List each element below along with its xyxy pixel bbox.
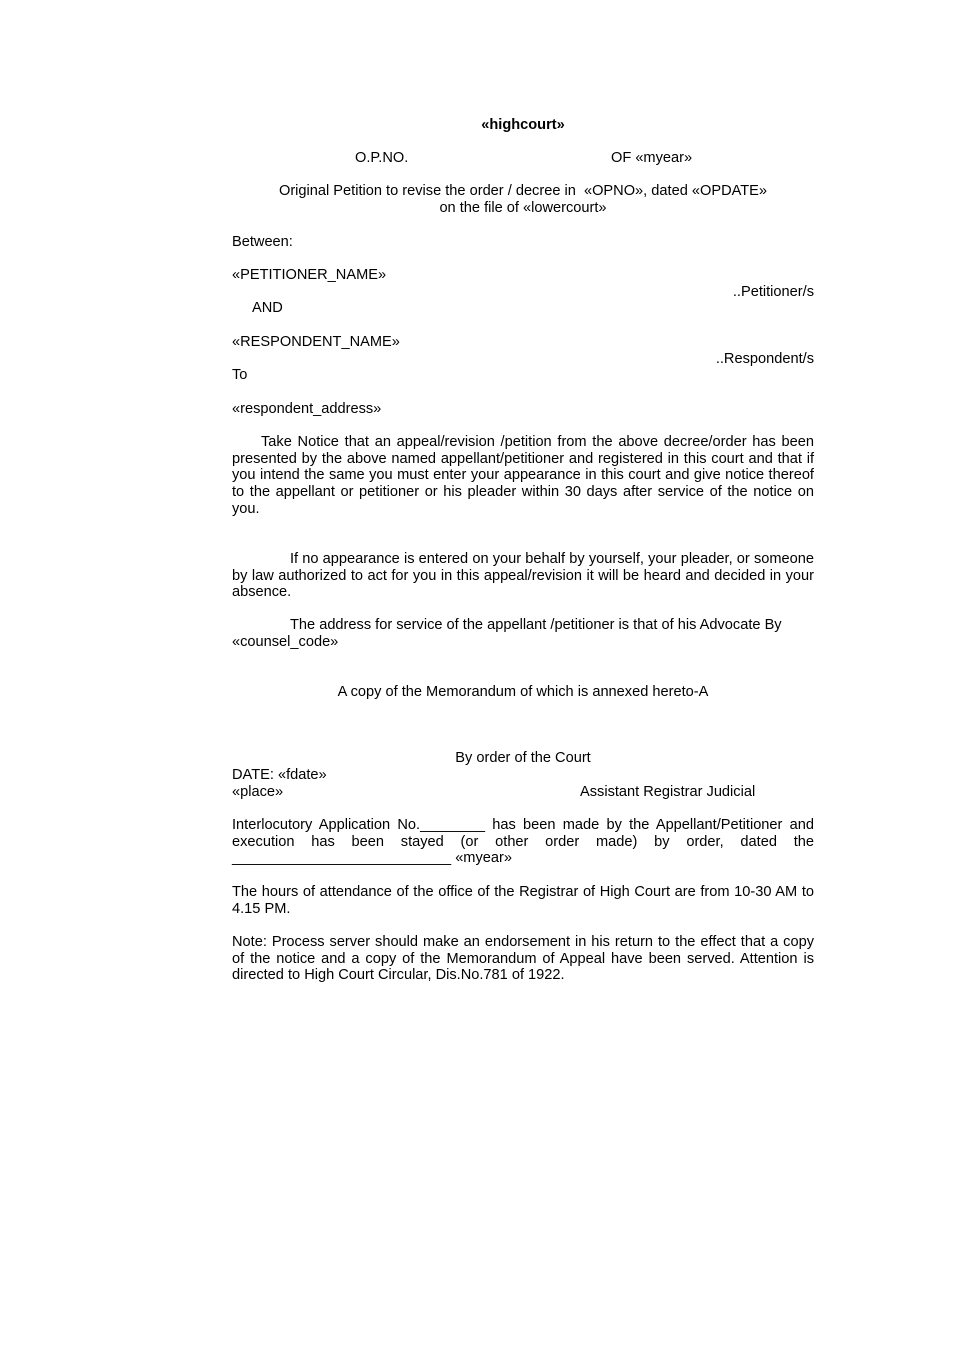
petitioner-role: ..Petitioner/s [732, 284, 814, 300]
counsel-code: «counsel_code» [232, 633, 339, 650]
petition-line-1: Original Petition to revise the order / decree in «OPNO», dated «OPDATE» [278, 183, 768, 199]
address-service-line-1: The address for service of the appellant /petitioner is that of his Advocate By [290, 617, 782, 633]
ia-line-3: ___________________________ «myear» [232, 850, 512, 867]
memorandum-line: A copy of the Memorandum of which is annexed hereto-A [337, 684, 709, 700]
place-label: «place» [232, 784, 284, 800]
note-paragraph: Note: Process server should make an endorsement in his return to the effect that a copy of the notice and a copy of the Memorandum of Appeal have been served. Attention is directed to High Court Circular, Dis.No.781 of 1922. [232, 934, 814, 984]
court-title: «highcourt» [481, 117, 565, 133]
no-appearance-paragraph: If no appearance is entered on your behalf by yourself, your pleader, or someone by law authorized to act for you in this appeal/revision it will be heard and decided in your absence. [232, 551, 814, 601]
of-year-label: OF «myear» [611, 150, 693, 166]
hours-paragraph: The hours of attendance of the office of the Registrar of High Court are from 10-30 AM to 4.15 PM. [232, 884, 814, 917]
petitioner-name: «PETITIONER_NAME» [232, 267, 387, 283]
respondent-address: «respondent_address» [232, 401, 382, 417]
by-order-label: By order of the Court [455, 750, 591, 766]
petition-line-2: on the file of «lowercourt» [439, 199, 607, 216]
address-service-paragraph [232, 617, 814, 650]
registrar-label: Assistant Registrar Judicial [580, 784, 756, 800]
ia-line-1: Interlocutory Application No.________ has been made by the Appellant/Petitioner and [232, 817, 814, 833]
take-notice-paragraph: Take Notice that an appeal/revision /petition from the above decree/order has been presented by the above named appellant/petitioner and registered in this court and that if you intend the same you must enter your appearance in this court and give notice thereof to the appellant or petitioner or his pleader within 30 days after service of the notice on you. [232, 434, 814, 517]
between-label: Between: [232, 234, 293, 250]
interlocutory-application-paragraph [232, 817, 814, 867]
ia-line-2: execution has been stayed (or other order made) by order, dated the [232, 833, 814, 850]
petition-description [232, 183, 814, 216]
op-no-label: O.P.NO. [355, 150, 409, 166]
respondent-name: «RESPONDENT_NAME» [232, 334, 400, 350]
document-page [232, 0, 814, 1357]
respondent-role: ..Respondent/s [715, 351, 814, 367]
date-label: DATE: «fdate» [232, 767, 327, 783]
to-label: To [232, 367, 248, 383]
and-label: AND [252, 300, 283, 316]
